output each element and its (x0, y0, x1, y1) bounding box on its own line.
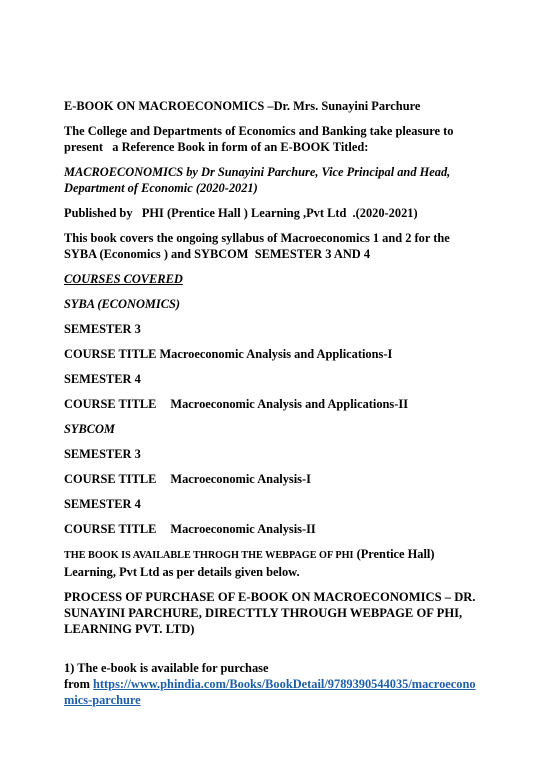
sybcom-sem3-course (64, 471, 510, 487)
syba-label: SYBA (ECONOMICS) (64, 297, 181, 311)
availability-line-1: THE BOOK IS AVAILABLE THROGH THE WEBPAGE OF PHI (64, 550, 354, 561)
course-title-name: Macroeconomic Analysis and Applications-II (170, 397, 409, 411)
purchase-link[interactable]: https://www.phindia.com/Books/BookDetail/9789390544035/macroecono (93, 677, 476, 691)
step-1 (64, 660, 510, 708)
syllabus-line-2: SYBA (Economics ) and SYBCOM SEMESTER 3 AND 4 (64, 247, 371, 261)
availability-line-2: Learning, Pvt Ltd as per details given below. (64, 565, 300, 579)
courses-covered-heading: COURSES COVERED (64, 272, 183, 286)
step-1-from: from (64, 677, 94, 691)
publisher-line: Published by PHI (Prentice Hall ) Learning ,Pvt Ltd .(2020-2021) (64, 206, 418, 220)
intro-line-2: present a Reference Book in form of an E-BOOK Titled: (64, 140, 369, 154)
intro-line-1: The College and Departments of Economics and Banking take pleasure to (64, 124, 454, 138)
syba-sem4-course (64, 396, 510, 412)
sybcom-sem4-course (64, 521, 510, 537)
intro-paragraph (64, 123, 510, 155)
course-title-prefix: COURSE TITLE (64, 472, 157, 486)
document-heading: E-BOOK ON MACROECONOMICS –Dr. Mrs. Sunayini Parchure (64, 99, 421, 113)
availability-paragraph (64, 546, 510, 580)
sybcom-label: SYBCOM (64, 422, 115, 436)
book-title-line-2: Department of Economic (2020-2021) (64, 181, 258, 195)
purchase-link-continued[interactable]: mics-parchure (64, 693, 141, 707)
syba-sem3-course: COURSE TITLE Macroeconomic Analysis and Applications-I (64, 347, 393, 361)
process-line-2: SUNAYINI PARCHURE, DIRECTTLY THROUGH WEBPAGE OF PHI, (64, 606, 463, 620)
course-title-prefix: COURSE TITLE (64, 522, 157, 536)
syba-sem4-label: SEMESTER 4 (64, 372, 141, 386)
sybcom-sem3-label: SEMESTER 3 (64, 447, 141, 461)
process-heading (64, 589, 510, 637)
sybcom-sem4-label: SEMESTER 4 (64, 497, 141, 511)
syllabus-line-1: This book covers the ongoing syllabus of Macroeconomics 1 and 2 for the (64, 231, 450, 245)
process-line-1: PROCESS OF PURCHASE OF E-BOOK ON MACROECONOMICS – DR. (64, 590, 476, 604)
process-line-3: LEARNING PVT. LTD) (64, 622, 195, 636)
book-title (64, 164, 510, 196)
availability-tail: (Prentice Hall) (353, 547, 435, 561)
course-title-name: Macroeconomic Analysis-I (170, 472, 311, 486)
course-title-name: Macroeconomic Analysis-II (170, 522, 316, 536)
syba-sem3-label: SEMESTER 3 (64, 322, 141, 336)
syllabus-paragraph (64, 230, 510, 262)
step-1-line-1: 1) The e-book is available for purchase (64, 661, 269, 675)
course-title-prefix: COURSE TITLE (64, 397, 157, 411)
spacer (64, 646, 510, 660)
book-title-line-1: MACROECONOMICS by Dr Sunayini Parchure, Vice Principal and Head, (64, 165, 451, 179)
